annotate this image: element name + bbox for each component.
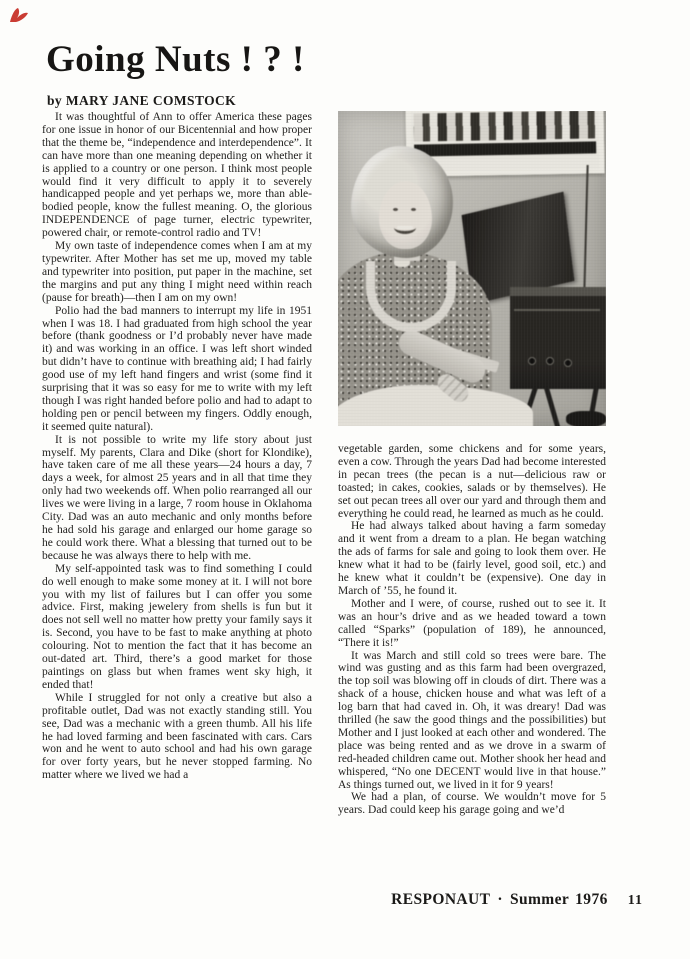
knob — [564, 359, 572, 367]
journal-name: RESPONAUT — [391, 891, 491, 908]
paragraph: Mother and I were, of course, rushed out to see it. It was an hour’s drive and as we headed toward a town called “Sparks” (population of 189), he announced, “There it is!” — [338, 597, 606, 649]
knob — [528, 357, 536, 365]
page-footer — [391, 891, 643, 909]
paragraph: Polio had the bad manners to interrupt my life in 1951 when I was 18. I had graduated from high school the year before (thank goodness or I’d probably never have made it) and was working in an office. I was left short winded but didn’t have to continue with breathing aid; I had fairly good use of my left hand fingers and wrist (some find it surprising that it was so easy for me to write with my left though I was right handed before polio and had to adapt to holding pen or pencil between my fingers. Oddly enough, it seemed quite natural). — [42, 304, 312, 433]
paragraph: My own taste of independence comes when I am at my typewriter. After Mother has set me up, moved my table and typewriter into position, put paper in the machine, set the margins and put any thing I might need within reach (pause for breath)—then I am on my own! — [42, 240, 312, 304]
paragraph: He had always talked about having a farm someday and it went from a dream to a plan. He began watching the ads of farms for sale and going to look them over. He knew what it had to be (fairly level, good soil, etc.) and he knew what it couldn’t be (expensive). One day in March of ’55, he found it. — [338, 520, 606, 597]
right-column-text — [338, 443, 606, 817]
stand-leg — [544, 387, 561, 426]
woman-face — [379, 181, 432, 249]
paragraph: It is not possible to write my life story about just myself. My parents, Clara and Dike (short for Klondike), have taken care of me all these years—24 hours a day, 7 days a week, for almost 25 years and in all that time they only had two weekends off. When polio rearranged all our lives we were living in a large, 7 room house in Oklahoma City. Dad was an auto mechanic and only months before he had sold his garage and enlarged our home garage so he could work there. What a blessing that turned out to be because he was always there to help with me. — [42, 433, 312, 562]
right-eye — [411, 208, 416, 211]
wall-hanging-figures — [414, 111, 596, 142]
red-pen-mark-icon — [8, 6, 30, 24]
right-column — [338, 111, 606, 817]
page-number: 11 — [627, 893, 643, 908]
paragraph: vegetable garden, some chickens and for some years, even a cow. Through the years Dad had become interested in pecan trees (the pecan is a nut—delicious raw or toasted; in cakes, cookies, salads or by themselves). He set out pecan trees all over our yard and through them and everything he could read, he learned as much as he could. — [338, 443, 606, 520]
teeth — [397, 226, 413, 229]
article-byline: by MARY JANE COMSTOCK — [47, 93, 237, 108]
article-title: Going Nuts ! ? ! — [46, 39, 305, 80]
left-eye — [393, 208, 398, 211]
left-column — [42, 111, 312, 817]
photo-scene — [338, 111, 606, 426]
knob — [546, 357, 554, 365]
article-body — [42, 111, 606, 817]
wall-hanging-band — [414, 141, 596, 156]
power-cord — [583, 165, 588, 291]
record-player-box — [510, 287, 606, 389]
issue-label: Summer 1976 — [509, 891, 608, 908]
paragraph: While I struggled for not only a creative but also a profitable outlet, Dad was not exactly standing still. You see, Dad was a mechanic with a green thumb. All his life he had loved farming and been fascinated with cars. Cars won and he went to auto school and had his own garage for over forty years, but he never stopped farming. No matter where we lived we had a — [42, 691, 312, 782]
paragraph: It was March and still cold so trees were bare. The wind was gusting and as this farm had been overgrazed, the top soil was blowing off in clouds of dirt. There was a shack of a house, chicken house and what was left of a log barn that had caved in. Oh, it was dreary! Dad was thrilled (he saw the good things and the possibilities) but Mother and I just looked at each other and wondered. The place was being rented and as we drove in a swarm of red-headed children came out. Mother shook her head and whispered, “No one DECENT would live in that house.” As things turned out, we lived in it for 9 years! — [338, 649, 606, 791]
lap-blanket — [338, 385, 533, 426]
paragraph: It was thoughtful of Ann to offer America these pages for one issue in honor of our Bicentennial and how proper that the theme be, “independence and interdependence”. It can have more than one meaning depending on whether it is applied to a country or one person. I think most people would find it very difficult to apply it to severely handicapped people and yet perhaps we, more than able-bodied people, know the fullest meaning. O, the glorious INDEPENDENCE of page turner, electric typewriter, powered chair, or remote-control radio and TV! — [42, 111, 312, 240]
paragraph: We had a plan, of course. We wouldn’t move for 5 years. Dad could keep his garage going and we’d — [338, 791, 606, 817]
photograph — [338, 111, 606, 426]
paragraph: My self-appointed task was to find something I could do well enough to make some money at it. I will not bore you with my list of failures but I can offer you some advice. First, making jewelery from shells is fun but it does not sell well no matter how pretty your family says it is. Second, you have to be fast to make anything at photo colouring. Not to mention the fact that it has become an out-dated art. Third, there’s a good market for those paintings on glass but when frames went sky high, it ended that! — [42, 562, 312, 691]
footer-separator: · — [497, 891, 503, 908]
box-sheen — [514, 309, 600, 311]
floor-shadow — [566, 411, 606, 426]
